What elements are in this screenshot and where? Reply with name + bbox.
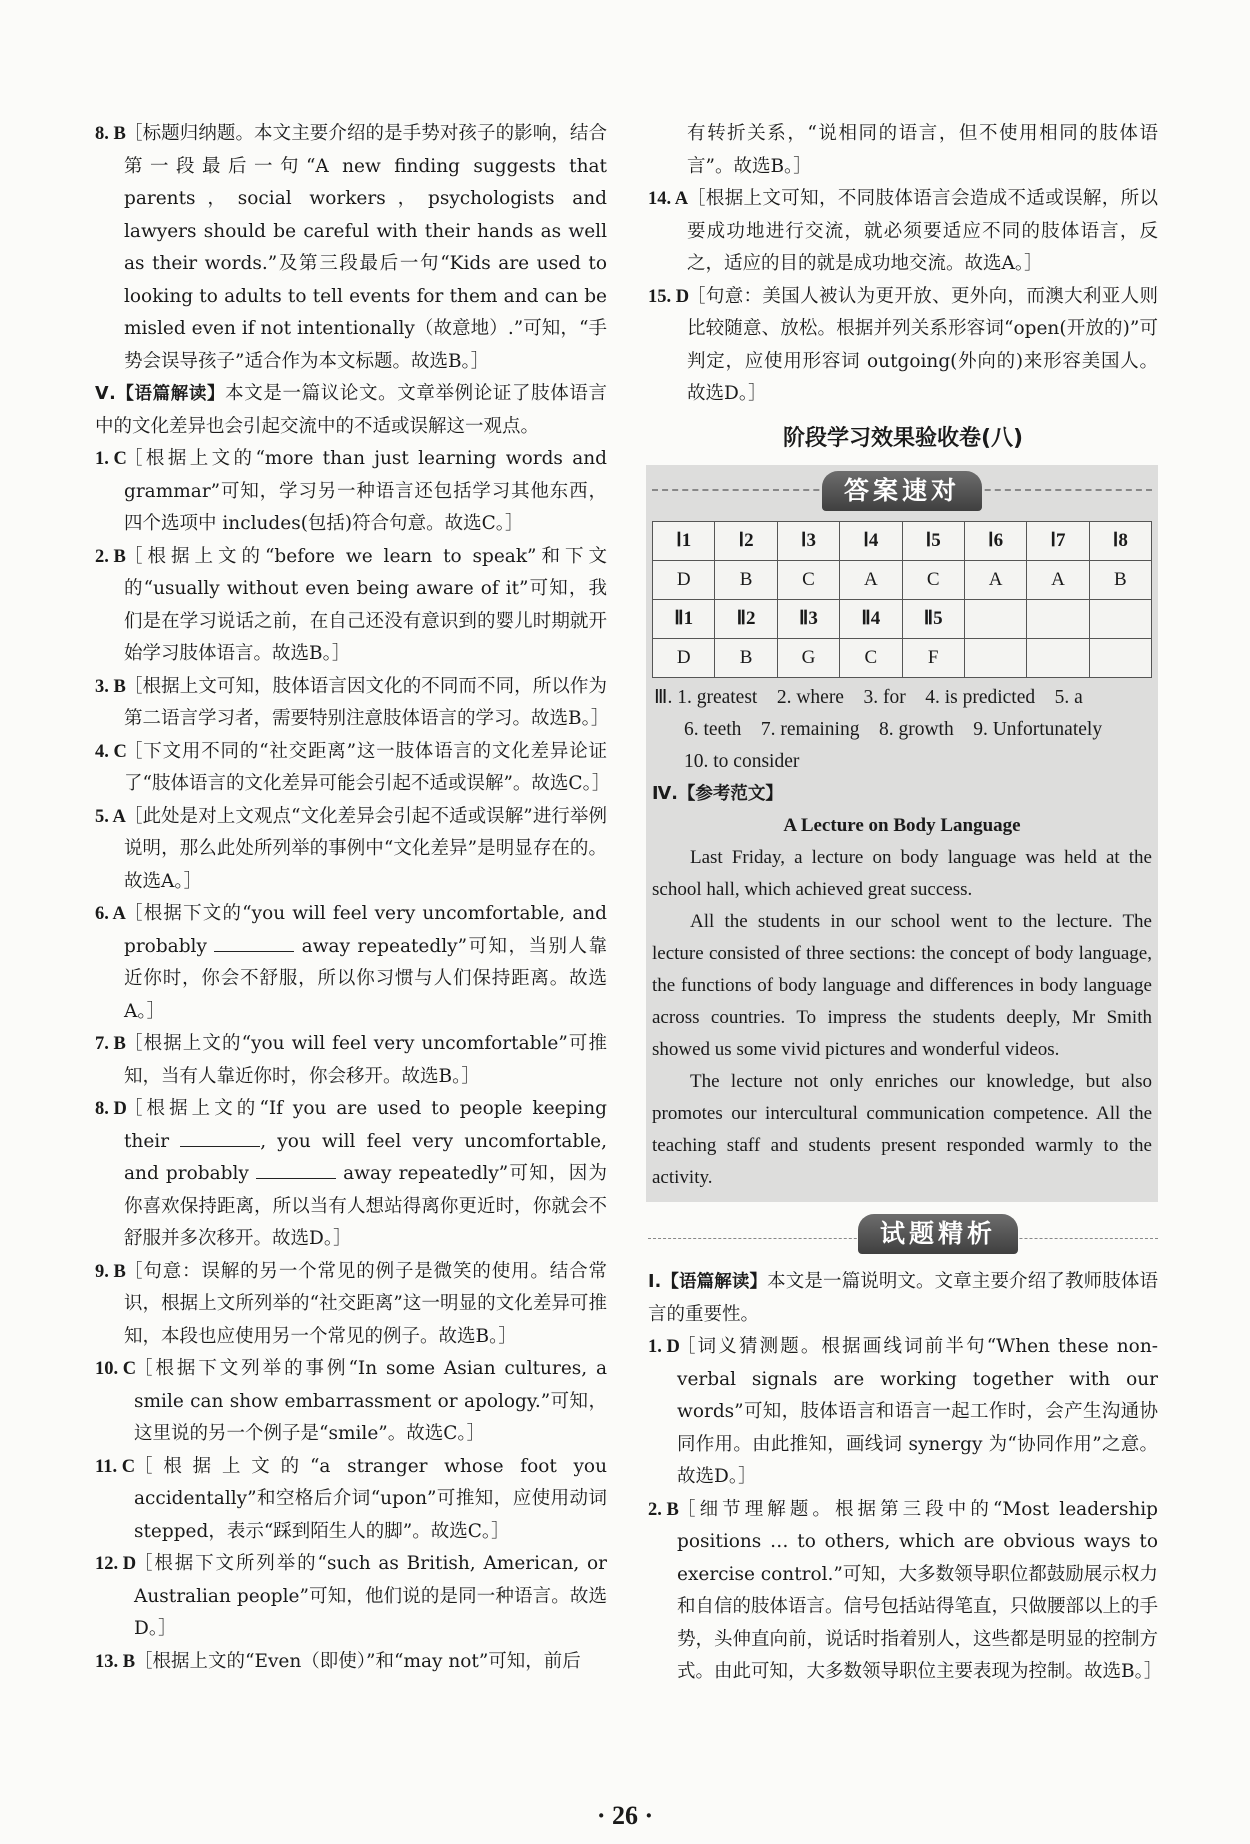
answer-cell: Ⅰ4 xyxy=(840,521,902,560)
answer-cell: C xyxy=(902,560,964,599)
answer-item: 4. C ［下文用不同的“社交距离”这一肢体语言的文化差异论证了“肢体语言的文化差异可能会引起不适或误解”。故选C。］ xyxy=(95,740,611,794)
answer-item: 8. B ［标题归纳题。本文主要介绍的是手势对孩子的影响，结合第一段最后一句“A new finding suggests that parents，social workers，psychologists and lawyers should be careful with their hands as well as their words.”及第三段最后一句“Kids are used to looking to adults to tell events for them and can be misled even if not intentionally（故意地）.”可知，“手势会误导孩子”适合作为本文标题。故选B。］ xyxy=(95,123,607,372)
answer-item: 14. A ［根据上文可知，不同肢体语言会造成不适或误解，所以要成功地进行交流，就必须要适应不同的肢体语言，反之，适应的目的就是成功地交流。故选A。］ xyxy=(648,188,1158,274)
answer-cell: B xyxy=(1089,560,1151,599)
essay-header: Ⅳ.【参考范文】 xyxy=(652,783,783,804)
answer-table-row xyxy=(653,599,1152,638)
answer-banner: 答案速对 xyxy=(652,469,1152,513)
answer-item: 1. D ［词义猜测题。根据画线词前半句“When these non-verbal signals are working together with our words”可知，肢体语言和语言一起工作时，会产生沟通协同作用。由此推知，画线词 synergy 为“协同作用”之意。故选D。］ xyxy=(648,1336,1158,1487)
section-header: Ⅴ.【语篇解读】本文是一篇议论文。文章举例论证了肢体语言中的文化差异也会引起交流中的不适或误解这一观点。 xyxy=(95,383,607,437)
answer-cell: D xyxy=(653,638,715,677)
answer-cell: A xyxy=(840,560,902,599)
answer-cell: Ⅱ2 xyxy=(715,599,777,638)
answer-cell: Ⅱ5 xyxy=(902,599,964,638)
answer-table-row xyxy=(653,560,1152,599)
section-header: Ⅰ.【语篇解读】本文是一篇说明文。文章主要介绍了教师肢体语言的重要性。 xyxy=(648,1271,1158,1325)
answer-item: 13. B ［根据上文的“Even（即使）”和“may not”可知，前后 xyxy=(95,1650,581,1672)
answer-table xyxy=(652,521,1152,678)
answer-cell xyxy=(1089,599,1151,638)
model-essay: A Lecture on Body Language Last Friday, a lecture on body language was held at the school hall, which achieved great success. All the students in our school went to the lecture. The lecture consisted of three sections: the concept of body language, the functions of body language and differences in body language across countries. To impress the students deeply, Mr Smith showed us some vivid pictures and wonderful videos. The lecture not only enriches our knowledge, but also promotes our intercultural communication competence. All the teaching staff and students present responded warmly to the activity. xyxy=(652,815,1152,1188)
analysis-banner: 试题精析 xyxy=(648,1212,1158,1256)
answer-cell xyxy=(1089,638,1151,677)
continued-text: 有转折关系，“说相同的语言，但不使用相同的肢体语言”。故选B。］ xyxy=(687,123,1158,177)
left-column xyxy=(95,118,611,1678)
answer-cell: Ⅰ5 xyxy=(902,521,964,560)
answer-cell: Ⅰ2 xyxy=(715,521,777,560)
answer-item: 15. D ［句意：美国人被认为更开放、更外向，而澳大利亚人则比较随意、放松。根据并列关系形容词“open(开放的)”可判定，应使用形容词 outgoing(外向的)来形容美国人。故选D。］ xyxy=(648,285,1158,404)
answer-cell: Ⅰ7 xyxy=(1027,521,1089,560)
answer-key-box xyxy=(646,465,1158,1203)
answer-cell: A xyxy=(1027,560,1089,599)
answer-cell: C xyxy=(840,638,902,677)
answer-item: 2. B ［细节理解题。根据第三段中的“Most leadership positions … to others, which are obvious ways to exercise control.”可知，大多数领导职位都鼓励展示权力和自信的肢体语言。信号包括站得笔直，只做腰部以上的手势，头伸直向前，说话时指着别人，这些都是明显的控制方式。由此可知，大多数领导职位主要表现为控制。故选B。］ xyxy=(648,1498,1163,1682)
answer-item: 2. B ［根据上文的“before we learn to speak”和下文的“usually without even being aware of it”可知，我们是在学习说话之前，在自己还没有意识到的婴儿时期就开始学习肢体语言。故选B。］ xyxy=(95,545,607,664)
page-number: · 26 · xyxy=(596,1801,654,1830)
answer-cell: Ⅱ3 xyxy=(777,599,839,638)
answer-cell: Ⅱ1 xyxy=(653,599,715,638)
answer-item: 11. C ［根据上文的“a stranger whose foot you accidentally”和空格后介词“upon”可推知，应使用动词stepped，表示“踩到陌生人的脚”。故选C。］ xyxy=(95,1455,607,1542)
blank-line xyxy=(180,1128,260,1147)
answer-item: 1. C ［根据上文的“more than just learning words and grammar”可知，学习另一种语言还包括学习其他东西，四个选项中 includes(包括)符合句意。故选C。］ xyxy=(95,448,607,534)
answer-cell: Ⅰ3 xyxy=(777,521,839,560)
answer-cell xyxy=(964,599,1026,638)
answer-cell: Ⅰ6 xyxy=(964,521,1026,560)
answer-cell: G xyxy=(777,638,839,677)
blank-line xyxy=(256,1160,336,1179)
answer-cell: F xyxy=(902,638,964,677)
answer-cell: Ⅰ8 xyxy=(1089,521,1151,560)
right-column xyxy=(648,118,1163,1689)
answer-table-row xyxy=(653,521,1152,560)
answer-item: 7. B ［根据上文的“you will feel very uncomfortable”可推知，当有人靠近你时，你会移开。故选B。］ xyxy=(95,1033,607,1087)
answer-item: 3. B ［根据上文可知，肢体语言因文化的不同而不同，所以作为第二语言学习者，需要特别注意肢体语言的学习。故选B。］ xyxy=(95,675,610,729)
answer-cell: Ⅰ1 xyxy=(653,521,715,560)
answer-cell xyxy=(1027,638,1089,677)
answer-cell: B xyxy=(715,560,777,599)
section-title: 阶段学习效果验收卷(八) xyxy=(782,425,1024,451)
answer-item: 6. A ［根据下文的“you will feel very uncomfortable, and probably away repeatedly”可知，当别人靠近你时，你会不舒服，所以你习惯与人们保持距离。故选A。］ xyxy=(95,903,607,1022)
answer-item: 5. A ［此处是对上文观点“文化差异会引起不适或误解”进行举例说明，那么此处所列举的事例中“文化差异”是明显存在的。故选A。］ xyxy=(95,805,607,892)
answer-cell: Ⅱ4 xyxy=(840,599,902,638)
answer-cell: C xyxy=(777,560,839,599)
answer-cell: B xyxy=(715,638,777,677)
answer-item: 8. D ［根据上文的“If you are used to people keeping their , you will feel very uncomfortable, and probably away repeatedly”可知，因为你喜欢保持距离，所以当有人想站得离你更近时，你就会不舒服并多次移开。故选D。］ xyxy=(95,1098,608,1249)
answer-table-row xyxy=(653,638,1152,677)
answer-cell xyxy=(1027,599,1089,638)
blank-line xyxy=(214,933,294,952)
answer-cell: D xyxy=(653,560,715,599)
answer-cell xyxy=(964,638,1026,677)
answer-item: 10. C ［根据下文列举的事例“In some Asian cultures, a smile can show embarrassment or apology.”可知，这里说的另一个例子是“smile”。故选C。］ xyxy=(95,1358,607,1444)
answer-item: 9. B ［句意：误解的另一个常见的例子是微笑的使用。结合常识，根据上文所列举的“社交距离”这一明显的文化差异可推知，本段也应使用另一个常见的例子。故选B。］ xyxy=(95,1260,607,1347)
answer-cell: A xyxy=(964,560,1026,599)
fill-answers: Ⅲ. 1. greatest 2. where 3. for 4. is predicted 5. a 6. teeth 7. remaining 8. growth 9. Unfortunately 10. to consider xyxy=(654,686,1103,772)
answer-item: 12. D ［根据下文所列举的“such as British, American, or Australian people”可知，他们说的是同一种语言。故选D。］ xyxy=(95,1553,607,1639)
